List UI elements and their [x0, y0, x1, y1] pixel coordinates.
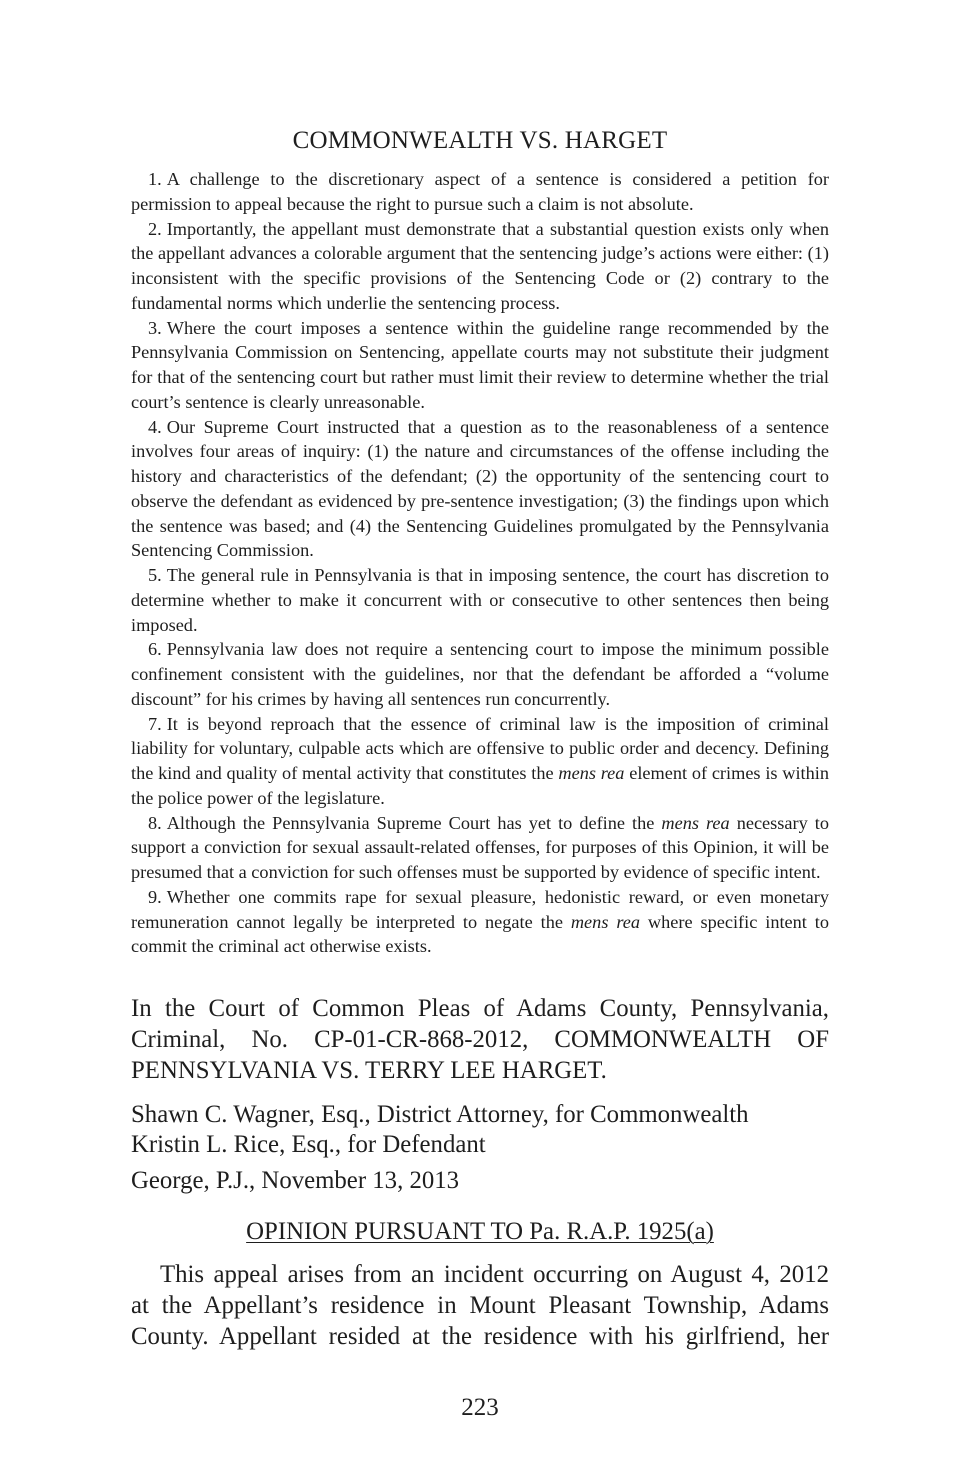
headnote-number: 3. [148, 317, 162, 338]
headnote-italic-term: mens rea [570, 911, 641, 932]
headnote-text: A challenge to the discretionary aspect of a sentence is considered a petition for permission to appeal because the right to pursue such a claim is not absolute. [131, 169, 829, 214]
headnote-5 [131, 563, 829, 637]
caption-line: Criminal, No. CP-01-CR-868-2012, COMMONWEALTH OF [131, 1026, 829, 1053]
prosecution-counsel: Shawn C. Wagner, Esq., District Attorney, for Commonwealth [131, 1101, 749, 1128]
headnote-text: The general rule in Pennsylvania is that in imposing sentence, the court has discretion to determine whether to make it concurrent with or consecutive to other sentences then being imposed. [131, 565, 829, 635]
judge-date-line: George, P.J., November 13, 2013 [131, 1167, 460, 1194]
headnote-text: Pennsylvania law does not require a sentencing court to impose the minimum possible confinement consistent with the guidelines, nor that the defendant be afforded a “volume discount” for his crimes by having all sentences run concurrently. [131, 639, 829, 709]
headnote-text: where specific intent to commit the criminal act otherwise exists. [131, 911, 829, 957]
headnote-number: 1. [148, 169, 162, 189]
headnote-number: 7. [148, 713, 162, 734]
headnote-8 [131, 811, 829, 885]
caption-line: PENNSYLVANIA VS. TERRY LEE HARGET. [131, 1057, 607, 1084]
headnote-number: 2. [148, 218, 162, 239]
counsel-block [131, 1100, 829, 1160]
headnote-number: 6. [148, 639, 162, 660]
headnote-text: Our Supreme Court instructed that a question as to the reasonableness of a sentence involves four areas of inquiry: (1) the nature and circumstances of the offense including the history and characteristics of the defendant; (2) the opportunity of the sentencing court to observe the defendant as evidenced by pre-sentence investigation; (3) the findings upon which the sentence was based; and (4) the Sentencing Guidelines promulgated by the Pennsylvania Sentencing Commission. [131, 416, 829, 561]
headnote-number: 9. [148, 886, 162, 907]
headnote-9 [131, 885, 829, 959]
headnote-3 [131, 316, 829, 415]
body-line: County. Appellant resided at the residence with his girlfriend, her [131, 1323, 829, 1350]
body-line: This appeal arises from an incident occurring on August 4, 2012 [160, 1261, 829, 1288]
headnote-text: element of crimes is within the police power of the legislature. [131, 763, 829, 808]
defense-counsel: Kristin L. Rice, Esq., for Defendant [131, 1131, 486, 1158]
opinion-body [131, 1259, 829, 1352]
headnote-text: Whether one commits rape for sexual pleasure, hedonistic reward, or even monetary remuneration cannot legally be interpreted to negate the [131, 886, 829, 932]
opinion-heading [0, 1217, 960, 1247]
body-line: at the Appellant’s residence in Mount Pleasant Township, Adams [131, 1292, 829, 1319]
headnote-1 [131, 167, 829, 217]
headnote-text: It is beyond reproach that the essence of criminal law is the imposition of criminal liability for voluntary, culpable acts which are offensive to public order and decency. Defining the kind and quality of mental activity that constitutes the [131, 713, 829, 783]
headnotes-section [131, 167, 829, 959]
headnote-7 [131, 712, 829, 811]
headnote-text: Where the court imposes a sentence within the guideline range recommended by the Pennsylvania Commission on Sentencing, appellate courts may not substitute their judgment for that of the sentencing court but rather must limit their review to determine whether the trial court’s sentence is clearly unreasonable. [131, 317, 829, 412]
headnote-6 [131, 637, 829, 711]
headnote-number: 5. [148, 565, 162, 585]
case-caption [131, 993, 829, 1086]
headnote-number: 8. [148, 812, 162, 833]
headnote-italic-term: mens rea [661, 812, 730, 833]
headnote-2 [131, 217, 829, 316]
opinion-heading-text: OPINION PURSUANT TO Pa. R.A.P. 1925(a) [246, 1218, 714, 1245]
headnote-4 [131, 415, 829, 564]
caption-line: In the Court of Common Pleas of Adams County, Pennsylvania, [131, 995, 829, 1022]
headnote-text: Importantly, the appellant must demonstrate that a substantial question exists only when the appellant advances a colorable argument that the sentencing judge’s actions were either: (1) inconsistent with the specific provisions of the Sentencing Code or (2) contrary to the fundamental norms which underlie the sentencing process. [131, 218, 829, 313]
headnote-number: 4. [148, 416, 162, 437]
running-head: COMMONWEALTH VS. HARGET [292, 127, 668, 154]
headnote-text: Although the Pennsylvania Supreme Court has yet to define the [166, 812, 662, 833]
page-number: 223 [461, 1394, 499, 1421]
headnote-text: necessary to support a conviction for sexual assault-related offenses, for purposes of this Opinion, it will be presumed that a conviction for such offenses must be supported by evidence of specific intent. [131, 812, 829, 882]
headnote-italic-term: mens rea [558, 763, 625, 783]
